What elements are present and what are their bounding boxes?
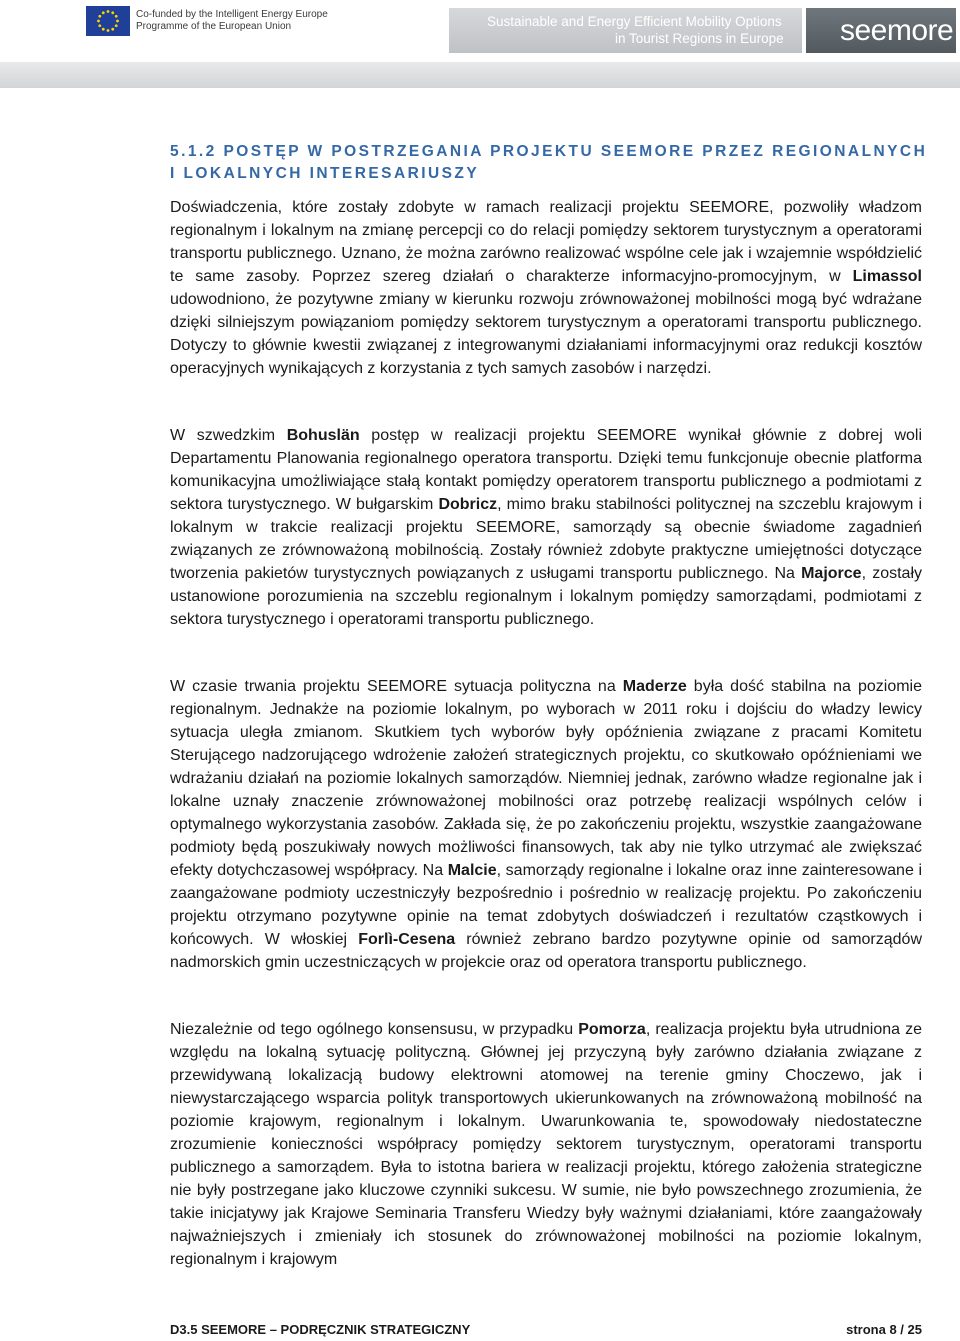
paragraph-2 (170, 424, 922, 631)
paragraph-4 (170, 1018, 922, 1271)
place-name: Majorce (801, 565, 862, 582)
document-title: D3.5 SEEMORE – PODRĘCZNIK STRATEGICZNY (170, 1322, 471, 1337)
text-run: W czasie trwania projektu SEEMORE sytuacja polityczna na (170, 678, 623, 695)
eu-line-2: Programme of the European Union (136, 21, 292, 32)
header-band (0, 62, 960, 88)
text-run: , realizacja projektu była utrudniona ze względu na lokalną sytuację polityczną. Głównej jej przyczyną były zarówno działania związane z przewidywaną lokalizacją budowy elektrowni atomowej na terenie gminy Choczewo, jak i niewystarczającego wsparcia polityk transportowych ukierunkowanych na zrównoważoną mobilność na poziomie krajowym, regionalnym i lokalnym. Uwarunkowania te, spowodowały niedostateczne zrozumienie konieczności współpracy pomiędzy sektorem turystycznym, operatorami transportu publicznego a samorządem. Była to istotna bariera w realizacji projektu, którego założenia strategiczne nie były postrzegane jako kluczowe czynniki sukcesu. W sumie, nie było powszechnego zrozumienia, że takie inicjatywy jak Krajowe Seminaria Transferu Wiedzy były ważnymi działaniami, które zaangażowały najważniejszych i zmieniały ich stosunek do zrównoważonej mobilności na poziomie lokalnym, regionalnym i krajowym (170, 1021, 923, 1268)
text-run: była dość stabilna na poziomie regionalnym. Jednakże na poziomie lokalnym, po wyborach w 2011 roku i dojściu do władzy lewicy sytuacja uległa zmianom. Skutkiem tych wyborów były opóźnienia związane z pracami Komitetu Sterującego nadzorującego wdrożenie założeń strategicznych projektu, co skutkowało opóźnieniami we wdrażaniu działań na poziomie lokalnych samorządów. Niemniej jednak, zarówno władze regionalne jak i lokalne uznały znaczenie zrównoważonej mobilności oraz potrzebę realizacji wspólnych celów i optymalnego wykorzystania zasobów. Zakłada się, że po zakończeniu projektu, wszystkie zaangażowane podmioty będą poszukiwały nowych możliwości finansowych, tak aby nie tylko utrzymać ale zwiększać efekty dotychczasowej współpracy. Na (170, 678, 922, 879)
eu-flag-icon (86, 6, 130, 36)
tagline-line-2: in Tourist Regions in Europe (615, 31, 784, 46)
section-heading (170, 141, 930, 185)
tagline-banner (449, 8, 802, 53)
text-run: W szwedzkim (170, 427, 287, 444)
page-header (0, 0, 960, 90)
place-name: Limassol (852, 268, 922, 285)
text-run: udowodniono, że pozytywne zmiany w kierunku rozwoju zrównoważonej mobilności mogą być wdrażane dzięki silniejszym powiązaniom pomiędzy sektorem turystycznym a operatorami transportu publicznego. Dotyczy to głównie kwestii związanej z integrowanymi działaniami informacyjnymi oraz redukcji kosztów operacyjnych wynikających z korzystania z tych samych zasobów i narzędzi. (170, 291, 922, 377)
logo-text: seemore (840, 14, 954, 47)
heading-line-1: 5.1.2 POSTĘP W POSTRZEGANIA PROJEKTU SEEMORE PRZEZ REGIONALNYCH (170, 143, 928, 160)
text-run: , zostały ustanowione porozumienia na szczeblu regionalnym i lokalnym pomiędzy samorządami, podmiotami z sektora turystycznego i operatorami transportu publicznego. (170, 565, 922, 628)
place-name: Malcie (447, 862, 497, 879)
tagline-line-1: Sustainable and Energy Efficient Mobility Options (487, 14, 782, 29)
place-name: Dobricz (438, 496, 498, 513)
page-number: strona 8 / 25 (846, 1322, 922, 1337)
text-run: Doświadczenia, które zostały zdobyte w ramach realizacji projektu SEEMORE, pozwoliły władzom regionalnym i lokalnym na zmianę percepcji co do relacji pomiędzy sektorem turystycznym a operatorami transportu publicznego. Uznano, że można zarówno realizować wspólne cele jak i wzajemnie współdzielić te same zasoby. Poprzez szereg działań o charakterze informacyjno-promocyjnym, w (170, 199, 922, 285)
place-name: Maderze (622, 678, 687, 695)
eu-funding-note (136, 9, 456, 33)
heading-line-2: I LOKALNYCH INTERESARIUSZY (170, 165, 480, 182)
text-run: postęp w realizacji projektu SEEMORE wynikał głównie z dobrej woli Departamentu Planowania regionalnego operatora transportu. Dzięki temu funkcjonuje obecnie platforma komunikacyjna umożliwiające stałą kontakt pomiędzy operatorem transportu publicznego a podmiotami z sektora turystycznego. W bułgarskim (170, 427, 923, 513)
text-run: również zebrano bardzo pozytywne opinie od samorządów nadmorskich gmin uczestniczących w projekcie oraz od operatora transportu publicznego. (170, 931, 922, 971)
eu-line-1: Co-funded by the Intelligent Energy Europe (136, 9, 328, 20)
place-name: Pomorza (578, 1021, 646, 1038)
seemore-logo (806, 8, 956, 53)
page-footer (170, 1322, 922, 1340)
text-run: , mimo braku stabilności politycznej na szczeblu krajowym i lokalnym w trakcie realizacji projektu SEEMORE, samorządy są obecnie świadome zagadnień związanych ze zrównoważoną mobilnością. Zostały również zdobyte praktyczne umiejętności dotyczące tworzenia pakietów turystycznych powiązanych z usługami transportu publicznego. Na (170, 496, 922, 582)
paragraph-3 (170, 675, 922, 974)
paragraph-1 (170, 196, 922, 380)
place-name: Forlì-Cesena (358, 931, 456, 948)
text-run: Niezależnie od tego ogólnego konsensusu, w przypadku (170, 1021, 579, 1038)
place-name: Bohuslän (286, 427, 360, 444)
text-run: , samorządy regionalne i lokalne oraz inne zainteresowane i zaangażowane podmioty uczestniczyły bezpośrednio i pośrednio w realizację projektu. Po zakończeniu projektu otrzymano pozytywne opinie na temat zdobytych doświadczeń i rezultatów cząstkowych i końcowych. W włoskiej (170, 862, 922, 948)
